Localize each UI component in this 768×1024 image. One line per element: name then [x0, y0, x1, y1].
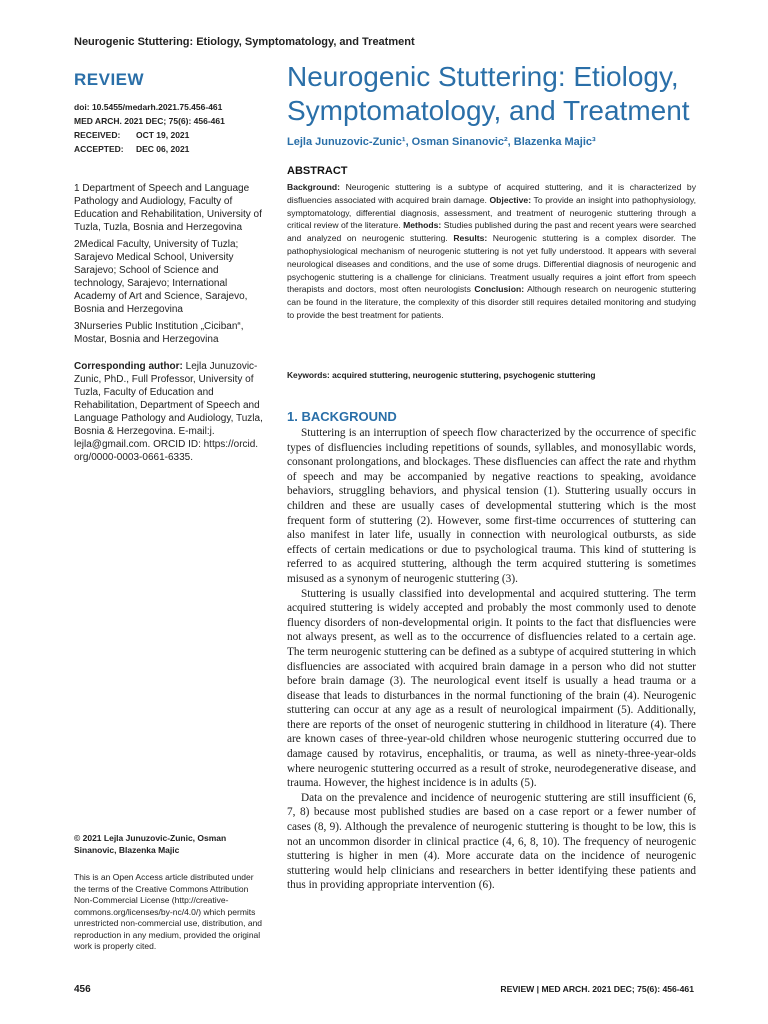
running-head: Neurogenic Stuttering: Etiology, Symptomatology, and Treatment	[74, 36, 415, 48]
section-heading-background: 1. BACKGROUND	[287, 409, 397, 424]
abstract-background: Neurogenic stuttering is a subtype of acquired stuttering, and it is characterized by disfluencies associated with acquired brain damage.	[287, 182, 696, 205]
citation: MED ARCH. 2021 DEC; 75(6): 456-461	[74, 116, 225, 126]
page-number: 456	[74, 984, 91, 995]
license-text: This is an Open Access article distributed under the terms of the Creative Commons Attribution Non-Commercial License (http://creative-commons.org/licenses/by-nc/4.0/) which permits unrestricted non-commercial use, distribution, and reproduction in any medium, provided the original work is properly cited.	[74, 872, 263, 951]
article-title: Neurogenic Stuttering: Etiology, Symptomatology, and Treatment	[287, 61, 690, 126]
keywords: Keywords: acquired stuttering, neurogenic stuttering, psychogenic stuttering	[287, 370, 596, 380]
copyright: © 2021 Lejla Junuzovic-Zunic, Osman Sinanovic, Blazenka Majic	[74, 833, 227, 855]
paragraph: Stuttering is an interruption of speech flow characterized by the occurrence of specific types of disfluencies including repetitions of sounds, syllables, and monosyllabic words, consonant prolongations, and blockages. These disfluencies can affect the rate and rhythm of speech and may be accompanied by negative reactions to speaking, avoidance behaviors, struggling behaviors, and physical tension (1). Stuttering usually occurs in children and these are usually cases of developmental stuttering which is the most frequent form of stuttering (2). However, some first-time occurrences of stuttering can also manifest in later life, usually in connection with neurological outbursts, as side effects of certain medications or due to psychological trauma. This kind of stuttering is referred to as acquired stuttering, although the term acquired stuttering is sometimes misused as a synonym of neurogenic stuttering (3).	[287, 427, 696, 585]
affiliation-2: 2Medical Faculty, University of Tuzla; Sarajevo Medical School, University Sarajevo; School of Science and technology, Sarajevo; International Academy of Art and Science, Sarajevo, Bosnia and Herzegovina	[74, 239, 248, 315]
authors: Lejla Junuzovic-Zunic¹, Osman Sinanovic², Blazenka Majic³	[287, 136, 596, 148]
corresponding-label: Corresponding author:	[74, 361, 183, 372]
affiliation-1: 1 Department of Speech and Language Pathology and Audiology, Faculty of Education and Rehabilitation, University of Tuzla, Tuzla, Bosnia and Herzegovina	[74, 183, 262, 233]
accepted-label: ACCEPTED:	[74, 144, 124, 154]
abstract-results: Neurogenic stuttering is a complex disorder. The pathophysiological mechanism of neurogenic stuttering is not yet fully understood. It appears with several neurological diseases and conditions, and the use of some drugs. Differential diagnosis of neurogenic and psychogenic stuttering is a challenge for clinicians. Treatment usually requires a joint effort from speech therapists and doctors, most often neurologists	[287, 233, 697, 295]
received-date: OCT 19, 2021	[136, 130, 190, 140]
doi[interactable]: doi: 10.5455/medarh.2021.75.456-461	[74, 102, 223, 112]
journal-reference: REVIEW | MED ARCH. 2021 DEC; 75(6): 456-461	[500, 984, 694, 994]
paragraph: Data on the prevalence and incidence of neurogenic stuttering are still insufficient (6, 7, 8) because most published studies are based on a case report or a fewer number of cases (8, 9). Although the prevalence of neurogenic stuttering is thought to be low, this is not an uncommon disorder in clinical practice (4, 6, 8, 10). The frequency of neurogenic stuttering is higher in men (4). More accurate data on the incidence of neurogenic stuttering would help clinicians and researchers in better identifying these patients and thus in providing appropriate intervention (6).	[287, 791, 696, 892]
body-text	[287, 426, 696, 893]
abstract-conclusion: Although research on neurogenic stuttering can be found in the literature, the complexity of this disorder still requires detailed monitoring and studying to provide the best treatment for patients.	[287, 284, 697, 320]
abstract-methods: Studies published during the past and recent years were searched and analyzed on neurogenic stuttering.	[287, 220, 697, 244]
abstract-objective-label: Objective:	[489, 194, 532, 205]
received-label: RECEIVED:	[74, 130, 121, 140]
abstract-background-label: Background:	[287, 182, 340, 192]
abstract-results-label: Results:	[453, 233, 488, 244]
received-row	[74, 128, 266, 142]
corresponding-author	[74, 360, 266, 464]
accepted-row	[74, 142, 266, 156]
affiliation-3: 3Nurseries Public Institution „Ciciban“, Mostar, Bosnia and Herzegovina	[74, 321, 244, 345]
paragraph: Stuttering is usually classified into developmental and acquired stuttering. The term acquired stuttering is widely accepted and probably the most commonly used to denote fluency disorders of non-developmental origin. It points to the fact that disfluencies were not always present, as well as to the occurrence of disfluencies related to a certain age. The term neurogenic stuttering can be defined as a subtype of acquired stuttering in which disfluencies are associated with acquired brain damage in a person who did not stutter before brain damage (3). The neurological event itself is usually a head trauma or a disease that leads to disturbances in the normal functioning of the brain (4). Neurogenic stuttering can occur at any age as a result of neurological impairment (5). Additionally, there are reports of the onset of neurogenic stuttering in childhood in literature (4). There are known cases of three-year-old children whose neurogenic stuttering occurred due to damage caused by rotavirus, encephalitis, or trauma, as well as ninety-three-year-olds where neurogenic stuttering occurred as a result of stroke, neurodegenerative disease, and trauma. However, the highest incidence is in adults (5).	[287, 587, 696, 790]
abstract-conclusion-label: Conclusion:	[474, 284, 525, 295]
accepted-date: DEC 06, 2021	[136, 144, 190, 154]
abstract-methods-label: Methods:	[403, 220, 442, 231]
abstract	[287, 181, 696, 322]
corresponding-text: Lejla Junuzovic-Zunic, PhD., Full Professor, University of Tuzla, Faculty of Education and Rehabilitation, Department of Speech and Language Pathology and Audiology, Tuzla, Bosnia & Herzegovina. E-mail:j. lejla@gmail.com. ORCID ID: https://orcid. org/0000-0003-0661-6335.	[74, 361, 263, 463]
section-label: REVIEW	[74, 70, 145, 89]
affiliations	[74, 182, 266, 350]
article-meta	[74, 100, 266, 156]
abstract-heading: ABSTRACT	[287, 165, 348, 177]
abstract-objective: To provide an insight into pathophysiology, symptomatology, differential diagnosis, assessment, and treatment of neurogenic stuttering through a critical review of the literature.	[287, 194, 696, 231]
